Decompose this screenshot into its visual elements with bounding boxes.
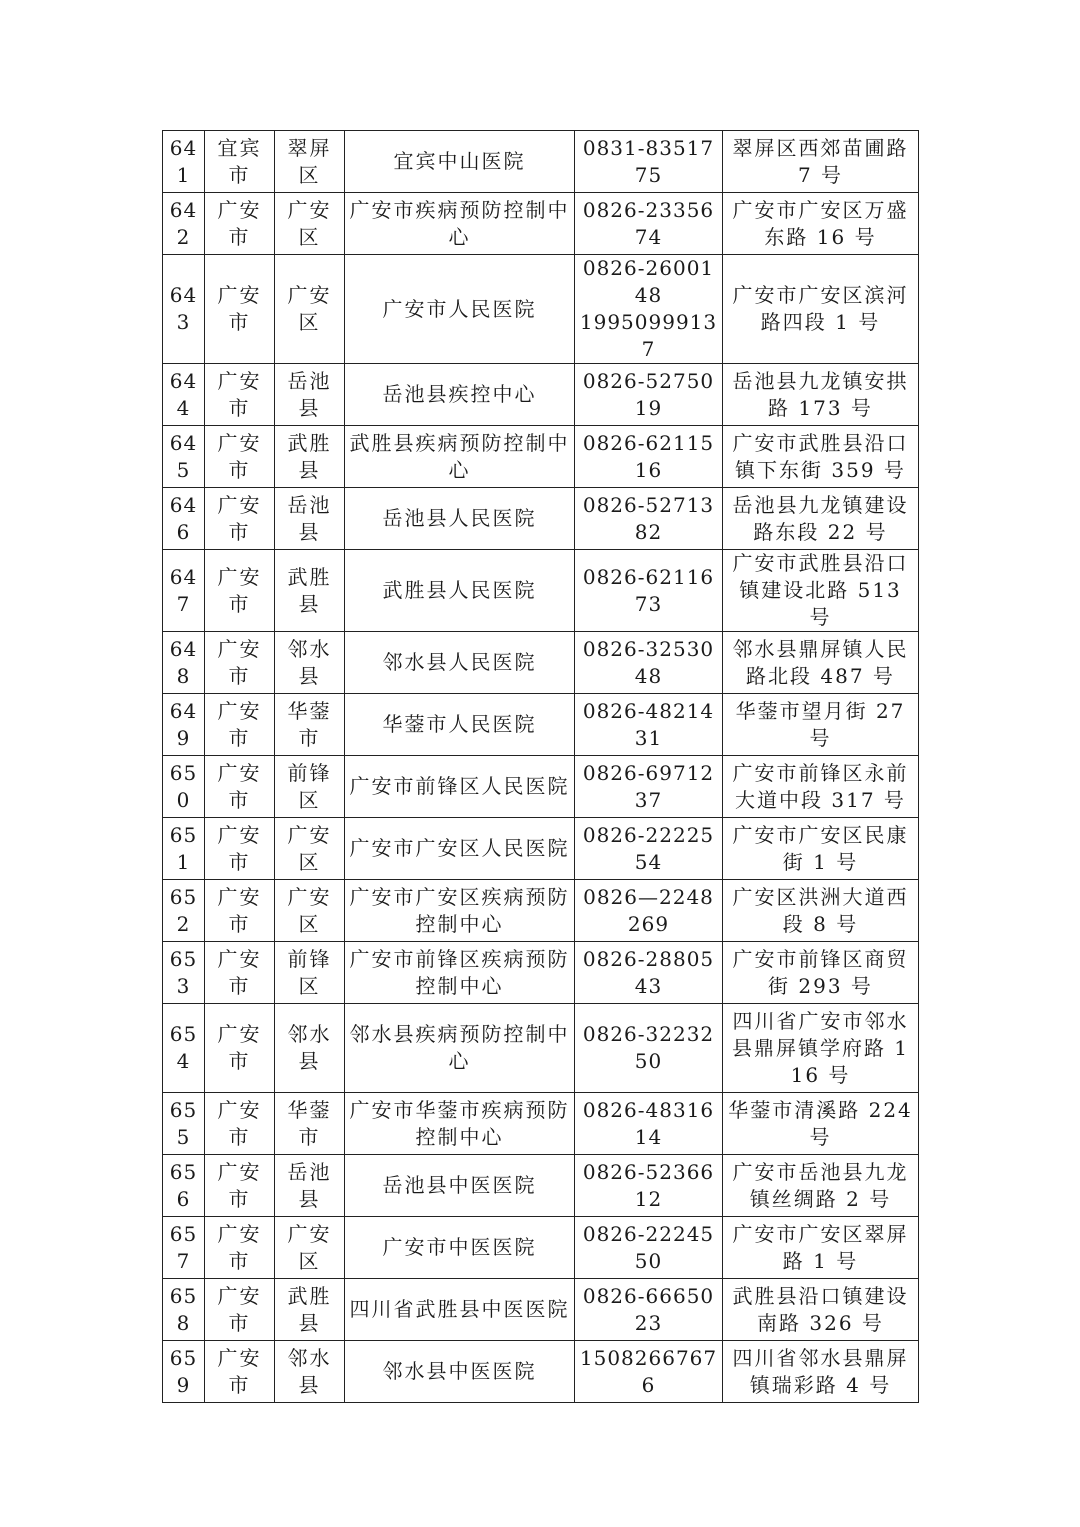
row-number: 655 <box>163 1093 205 1155</box>
row-city: 广安市 <box>205 255 275 364</box>
table-row <box>163 364 919 426</box>
row-number: 643 <box>163 255 205 364</box>
row-phone: 0826-2335674 <box>575 193 723 255</box>
row-address: 广安市广安区翠屏路 1 号 <box>723 1217 919 1279</box>
hospital-directory-table <box>162 130 919 1403</box>
table-row <box>163 131 919 193</box>
row-city: 广安市 <box>205 756 275 818</box>
row-district: 岳池县 <box>275 364 345 426</box>
row-city: 广安市 <box>205 1004 275 1093</box>
row-phone: 0826-5236612 <box>575 1155 723 1217</box>
table-row <box>163 756 919 818</box>
row-institution-name: 广安市前锋区疾病预防控制中心 <box>345 942 575 1004</box>
row-number: 652 <box>163 880 205 942</box>
row-institution-name: 岳池县疾控中心 <box>345 364 575 426</box>
row-address: 广安区洪洲大道西段 8 号 <box>723 880 919 942</box>
row-institution-name: 邻水县中医医院 <box>345 1341 575 1403</box>
row-institution-name: 广安市前锋区人民医院 <box>345 756 575 818</box>
row-phone: 0826-6971237 <box>575 756 723 818</box>
row-number: 653 <box>163 942 205 1004</box>
row-institution-name: 广安市广安区人民医院 <box>345 818 575 880</box>
row-institution-name: 广安市广安区疾病预防控制中心 <box>345 880 575 942</box>
row-district: 邻水县 <box>275 632 345 694</box>
row-district: 岳池县 <box>275 488 345 550</box>
row-district: 邻水县 <box>275 1341 345 1403</box>
row-address: 广安市武胜县沿口镇下东街 359 号 <box>723 426 919 488</box>
row-number: 649 <box>163 694 205 756</box>
row-city: 广安市 <box>205 818 275 880</box>
row-phone: 15082667676 <box>575 1341 723 1403</box>
row-number: 658 <box>163 1279 205 1341</box>
row-phone: 0826-5275019 <box>575 364 723 426</box>
row-district: 广安区 <box>275 818 345 880</box>
row-phone: 0831-8351775 <box>575 131 723 193</box>
row-phone: 0826-4831614 <box>575 1093 723 1155</box>
row-number: 654 <box>163 1004 205 1093</box>
row-address: 华蓥市清溪路 224 号 <box>723 1093 919 1155</box>
table-row <box>163 1279 919 1341</box>
row-city: 广安市 <box>205 193 275 255</box>
row-district: 广安区 <box>275 193 345 255</box>
table-body <box>163 131 919 1403</box>
table-row <box>163 1093 919 1155</box>
row-address: 岳池县九龙镇安拱路 173 号 <box>723 364 919 426</box>
row-phone: 0826-6665023 <box>575 1279 723 1341</box>
table-row <box>163 1004 919 1093</box>
row-phone: 0826—2248269 <box>575 880 723 942</box>
row-institution-name: 四川省武胜县中医医院 <box>345 1279 575 1341</box>
row-district: 华蓥市 <box>275 1093 345 1155</box>
row-address: 广安市广安区万盛东路 16 号 <box>723 193 919 255</box>
row-district: 武胜县 <box>275 1279 345 1341</box>
row-city: 广安市 <box>205 942 275 1004</box>
row-phone: 0826-3253048 <box>575 632 723 694</box>
row-address: 广安市前锋区永前大道中段 317 号 <box>723 756 919 818</box>
row-address: 华蓥市望月街 27 号 <box>723 694 919 756</box>
row-city: 广安市 <box>205 1217 275 1279</box>
table-row <box>163 632 919 694</box>
row-district: 华蓥市 <box>275 694 345 756</box>
row-phone: 0826-2222554 <box>575 818 723 880</box>
row-phone: 0826-2224550 <box>575 1217 723 1279</box>
table-row <box>163 193 919 255</box>
table-row <box>163 426 919 488</box>
row-city: 宜宾市 <box>205 131 275 193</box>
row-institution-name: 岳池县中医医院 <box>345 1155 575 1217</box>
row-institution-name: 广安市华蓥市疾病预防控制中心 <box>345 1093 575 1155</box>
row-number: 650 <box>163 756 205 818</box>
row-number: 648 <box>163 632 205 694</box>
row-district: 广安区 <box>275 255 345 364</box>
row-institution-name: 岳池县人民医院 <box>345 488 575 550</box>
table-row <box>163 550 919 632</box>
row-city: 广安市 <box>205 1279 275 1341</box>
row-address: 广安市岳池县九龙镇丝绸路 2 号 <box>723 1155 919 1217</box>
table-row <box>163 942 919 1004</box>
row-number: 644 <box>163 364 205 426</box>
table-row <box>163 488 919 550</box>
row-number: 642 <box>163 193 205 255</box>
table-row <box>163 694 919 756</box>
table-row <box>163 1217 919 1279</box>
row-address: 四川省邻水县鼎屏镇瑞彩路 4 号 <box>723 1341 919 1403</box>
row-city: 广安市 <box>205 694 275 756</box>
row-number: 656 <box>163 1155 205 1217</box>
row-district: 岳池县 <box>275 1155 345 1217</box>
row-address: 四川省广安市邻水县鼎屏镇学府路 116 号 <box>723 1004 919 1093</box>
row-city: 广安市 <box>205 1341 275 1403</box>
row-district: 前锋区 <box>275 942 345 1004</box>
row-address: 翠屏区西郊苗圃路 7 号 <box>723 131 919 193</box>
row-phone: 0826-4821431 <box>575 694 723 756</box>
row-address: 武胜县沿口镇建设南路 326 号 <box>723 1279 919 1341</box>
row-number: 659 <box>163 1341 205 1403</box>
row-phone: 0826-2880543 <box>575 942 723 1004</box>
row-phone: 0826-2600148 19950999137 <box>575 255 723 364</box>
table-row <box>163 818 919 880</box>
row-city: 广安市 <box>205 1155 275 1217</box>
row-number: 657 <box>163 1217 205 1279</box>
row-phone: 0826-5271382 <box>575 488 723 550</box>
row-number: 646 <box>163 488 205 550</box>
row-institution-name: 广安市疾病预防控制中心 <box>345 193 575 255</box>
row-number: 651 <box>163 818 205 880</box>
row-institution-name: 邻水县疾病预防控制中心 <box>345 1004 575 1093</box>
row-address: 广安市武胜县沿口镇建设北路 513 号 <box>723 550 919 632</box>
row-phone: 0826-6211516 <box>575 426 723 488</box>
row-city: 广安市 <box>205 488 275 550</box>
row-city: 广安市 <box>205 364 275 426</box>
row-city: 广安市 <box>205 426 275 488</box>
row-district: 邻水县 <box>275 1004 345 1093</box>
row-address: 广安市前锋区商贸街 293 号 <box>723 942 919 1004</box>
row-address: 广安市广安区民康街 1 号 <box>723 818 919 880</box>
row-district: 广安区 <box>275 1217 345 1279</box>
row-district: 广安区 <box>275 880 345 942</box>
row-number: 647 <box>163 550 205 632</box>
row-city: 广安市 <box>205 550 275 632</box>
row-address: 邻水县鼎屏镇人民路北段 487 号 <box>723 632 919 694</box>
row-district: 武胜县 <box>275 550 345 632</box>
row-city: 广安市 <box>205 632 275 694</box>
row-number: 641 <box>163 131 205 193</box>
row-institution-name: 广安市人民医院 <box>345 255 575 364</box>
table-row <box>163 255 919 364</box>
row-number: 645 <box>163 426 205 488</box>
row-institution-name: 武胜县人民医院 <box>345 550 575 632</box>
row-institution-name: 武胜县疾病预防控制中心 <box>345 426 575 488</box>
row-district: 翠屏区 <box>275 131 345 193</box>
row-address: 岳池县九龙镇建设路东段 22 号 <box>723 488 919 550</box>
table-row <box>163 880 919 942</box>
row-city: 广安市 <box>205 1093 275 1155</box>
table-row <box>163 1155 919 1217</box>
row-district: 前锋区 <box>275 756 345 818</box>
row-district: 武胜县 <box>275 426 345 488</box>
row-institution-name: 宜宾中山医院 <box>345 131 575 193</box>
row-institution-name: 邻水县人民医院 <box>345 632 575 694</box>
row-phone: 0826-3223250 <box>575 1004 723 1093</box>
table-row <box>163 1341 919 1403</box>
row-phone: 0826-6211673 <box>575 550 723 632</box>
row-institution-name: 华蓥市人民医院 <box>345 694 575 756</box>
row-city: 广安市 <box>205 880 275 942</box>
row-address: 广安市广安区滨河路四段 1 号 <box>723 255 919 364</box>
row-institution-name: 广安市中医医院 <box>345 1217 575 1279</box>
